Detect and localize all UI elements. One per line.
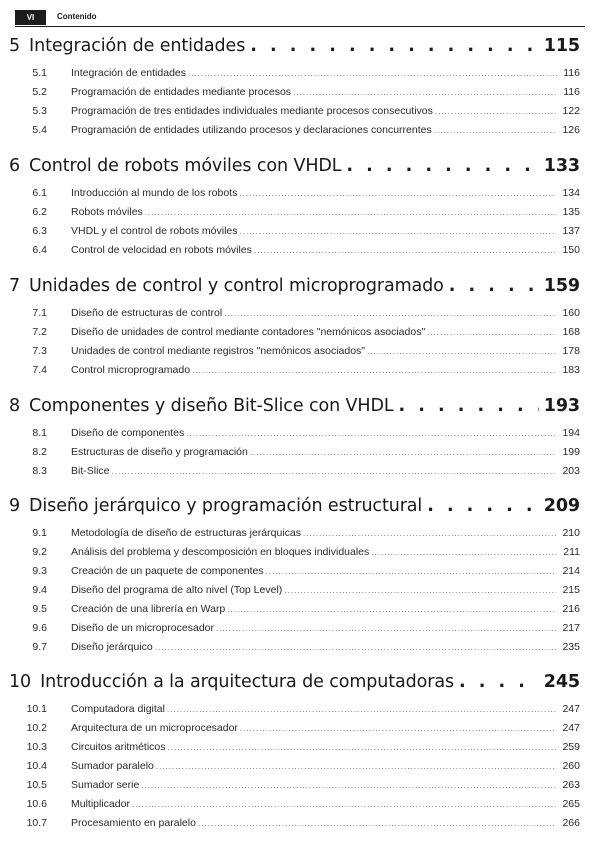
section-title: Unidades de control mediante registros "nemónicos asociados" — [71, 345, 366, 357]
section-number: 6.4 — [32, 244, 47, 256]
dot-leader — [168, 743, 557, 752]
section-page: 134 — [562, 187, 580, 199]
section-row[interactable] — [9, 206, 580, 225]
section-title: Metodología de diseño de estructuras jerárquicas — [71, 527, 301, 539]
section-row[interactable] — [9, 67, 580, 86]
section-title: Creación de una librería en Warp — [71, 603, 226, 615]
section-page: 260 — [562, 760, 580, 772]
section-page: 247 — [562, 703, 580, 715]
chapter-title: Introducción a la arquitectura de computadoras — [40, 672, 455, 692]
dot-leader — [293, 88, 557, 97]
section-title: Circuitos aritméticos — [71, 741, 166, 753]
section-number: 8.3 — [32, 465, 47, 477]
section-page: 265 — [562, 798, 580, 810]
section-number: 10.3 — [26, 741, 47, 753]
section-page: 210 — [562, 527, 580, 539]
section-number: 10.5 — [26, 779, 47, 791]
section-number: 9.4 — [32, 584, 47, 596]
chapter-number: 8 — [9, 396, 21, 416]
section-title: Sumador serie — [71, 779, 140, 791]
section-title: Arquitectura de un microprocesador — [71, 722, 238, 734]
section-list — [9, 187, 580, 263]
section-row[interactable] — [9, 187, 580, 206]
chapter-number: 7 — [9, 276, 21, 296]
dot-leader — [266, 567, 557, 576]
section-row[interactable] — [9, 86, 580, 105]
section-list — [9, 527, 580, 660]
chapter-heading[interactable] — [9, 496, 580, 520]
chapter-heading[interactable] — [9, 672, 580, 696]
dot-leader — [371, 548, 557, 557]
section-number: 10.4 — [26, 760, 47, 772]
dot-leader — [427, 496, 539, 516]
section-title: Diseño de componentes — [71, 427, 185, 439]
section-title: Multiplicador — [71, 798, 130, 810]
section-title: Análisis del problema y descomposición en bloques individuales — [71, 546, 370, 558]
page-header — [15, 10, 585, 28]
dot-leader — [167, 705, 556, 714]
section-row[interactable] — [9, 345, 580, 364]
chapter-6 — [9, 156, 580, 263]
dot-leader — [284, 586, 556, 595]
section-title: Programación de entidades mediante procesos — [71, 86, 292, 98]
chapter-title: Control de robots móviles con VHDL — [29, 156, 342, 176]
section-page: 116 — [563, 86, 580, 98]
dot-leader — [435, 107, 557, 116]
section-number: 9.3 — [32, 565, 47, 577]
section-page: 216 — [562, 603, 580, 615]
chapter-page: 159 — [543, 276, 580, 296]
section-page: 263 — [562, 779, 580, 791]
section-number: 7.3 — [32, 345, 47, 357]
dot-leader — [346, 156, 538, 176]
dot-leader — [132, 800, 557, 809]
section-title: Computadora digital — [71, 703, 165, 715]
section-number: 5.2 — [32, 86, 47, 98]
section-row[interactable] — [9, 364, 580, 383]
section-title: Diseño de un microprocesador — [71, 622, 214, 634]
dot-leader — [367, 347, 556, 356]
chapter-title: Diseño jerárquico y programación estructural — [29, 496, 423, 516]
dot-leader — [250, 448, 557, 457]
dot-leader — [186, 429, 556, 438]
section-row[interactable] — [9, 722, 580, 741]
section-number: 8.2 — [32, 446, 47, 458]
section-number: 7.1 — [32, 307, 47, 319]
dot-leader — [459, 672, 539, 692]
section-page: 247 — [562, 722, 580, 734]
dot-leader — [227, 605, 556, 614]
section-number: 10.6 — [26, 798, 47, 810]
chapter-10 — [9, 672, 580, 836]
dot-leader — [427, 328, 556, 337]
section-page: 150 — [562, 244, 580, 256]
section-row[interactable] — [9, 307, 580, 326]
dot-leader — [224, 309, 556, 318]
dot-leader — [434, 126, 557, 135]
dot-leader — [254, 246, 557, 255]
chapter-heading[interactable] — [9, 276, 580, 300]
section-page: 215 — [562, 584, 580, 596]
chapter-heading[interactable] — [9, 396, 580, 420]
section-row[interactable] — [9, 326, 580, 345]
chapter-8 — [9, 396, 580, 484]
section-row[interactable] — [9, 105, 580, 124]
section-number: 9.1 — [32, 527, 47, 539]
dot-leader — [240, 724, 557, 733]
dot-leader — [240, 227, 557, 236]
chapter-number: 10 — [9, 672, 32, 692]
section-page: 135 — [562, 206, 580, 218]
section-title: Sumador paralelo — [71, 760, 154, 772]
section-number: 6.3 — [32, 225, 47, 237]
section-page: 126 — [562, 124, 580, 136]
section-page: 122 — [562, 105, 580, 117]
chapter-page: 133 — [543, 156, 580, 176]
section-number: 9.5 — [32, 603, 47, 615]
section-row[interactable] — [9, 584, 580, 603]
section-page: 168 — [562, 326, 580, 338]
dot-leader — [250, 36, 539, 56]
section-title: Control de velocidad en robots móviles — [71, 244, 252, 256]
section-row[interactable] — [9, 641, 580, 660]
section-list — [9, 307, 580, 383]
section-row[interactable] — [9, 124, 580, 143]
section-title: VHDL y el control de robots móviles — [71, 225, 238, 237]
section-title: Diseño de unidades de control mediante contadores "nemónicos asociados" — [71, 326, 426, 338]
section-number: 5.4 — [32, 124, 47, 136]
section-row[interactable] — [9, 603, 580, 622]
dot-leader — [141, 781, 556, 790]
dot-leader — [112, 467, 557, 476]
section-row[interactable] — [9, 427, 580, 446]
section-page: 214 — [562, 565, 580, 577]
chapter-title: Componentes y diseño Bit-Slice con VHDL — [29, 396, 394, 416]
chapter-number: 5 — [9, 36, 21, 56]
section-row[interactable] — [9, 527, 580, 546]
section-title: Diseño de estructuras de control — [71, 307, 223, 319]
dot-leader — [239, 189, 556, 198]
chapter-9 — [9, 496, 580, 660]
section-row[interactable] — [9, 741, 580, 760]
section-number: 8.1 — [32, 427, 47, 439]
chapter-7 — [9, 276, 580, 383]
dot-leader — [156, 762, 557, 771]
section-number: 6.2 — [32, 206, 47, 218]
chapter-page: 209 — [543, 496, 580, 516]
section-row[interactable] — [9, 760, 580, 779]
dot-leader — [399, 396, 539, 416]
section-title: Integración de entidades — [71, 67, 187, 79]
section-row[interactable] — [9, 225, 580, 244]
section-title: Bit-Slice — [71, 465, 110, 477]
section-number: 9.6 — [32, 622, 47, 634]
section-page: 137 — [562, 225, 580, 237]
section-number: 7.4 — [32, 364, 47, 376]
section-page: 217 — [562, 622, 580, 634]
dot-leader — [303, 529, 556, 538]
section-title: Creación de un paquete de componentes — [71, 565, 264, 577]
section-row[interactable] — [9, 546, 580, 565]
section-title: Procesamiento en paralelo — [71, 817, 196, 829]
chapter-page: 115 — [543, 36, 580, 56]
section-number: 6.1 — [32, 187, 47, 199]
chapter-page: 193 — [543, 396, 580, 416]
section-row[interactable] — [9, 798, 580, 817]
section-title: Diseño jerárquico — [71, 641, 153, 653]
chapter-heading[interactable] — [9, 36, 580, 60]
section-page: 183 — [562, 364, 580, 376]
section-title: Diseño del programa de alto nivel (Top Level) — [71, 584, 283, 596]
section-page: 194 — [562, 427, 580, 439]
section-number: 9.7 — [32, 641, 47, 653]
section-row[interactable] — [9, 622, 580, 641]
section-title: Robots móviles — [71, 206, 143, 218]
dot-leader — [192, 366, 556, 375]
section-page: 160 — [562, 307, 580, 319]
section-title: Programación de entidades utilizando procesos y declaraciones concurrentes — [71, 124, 432, 136]
section-row[interactable] — [9, 779, 580, 798]
section-number: 5.1 — [32, 67, 47, 79]
section-page: 178 — [562, 345, 580, 357]
section-number: 10.1 — [26, 703, 47, 715]
section-row[interactable] — [9, 446, 580, 465]
dot-leader — [155, 643, 557, 652]
page-number-badge: VI — [15, 10, 46, 25]
section-page: 266 — [562, 817, 580, 829]
section-row[interactable] — [9, 244, 580, 263]
section-number: 10.2 — [26, 722, 47, 734]
section-page: 259 — [562, 741, 580, 753]
chapter-title: Integración de entidades — [29, 36, 246, 56]
dot-leader — [198, 819, 557, 828]
chapter-heading[interactable] — [9, 156, 580, 180]
section-title: Estructuras de diseño y programación — [71, 446, 248, 458]
dot-leader — [188, 69, 557, 78]
section-list — [9, 427, 580, 484]
section-number: 7.2 — [32, 326, 47, 338]
chapter-number: 9 — [9, 496, 21, 516]
section-row[interactable] — [9, 465, 580, 484]
section-row[interactable] — [9, 703, 580, 722]
header-title: Contenido — [57, 12, 97, 21]
section-page: 203 — [562, 465, 580, 477]
dot-leader — [216, 624, 556, 633]
section-title: Introducción al mundo de los robots — [71, 187, 238, 199]
section-page: 235 — [562, 641, 580, 653]
section-number: 5.3 — [32, 105, 47, 117]
dot-leader — [145, 208, 557, 217]
section-row[interactable] — [9, 817, 580, 836]
section-row[interactable] — [9, 565, 580, 584]
section-title: Control microprogramado — [71, 364, 191, 376]
section-number: 10.7 — [26, 817, 47, 829]
section-list — [9, 67, 580, 143]
chapter-page: 245 — [543, 672, 580, 692]
section-page: 199 — [562, 446, 580, 458]
dot-leader — [449, 276, 539, 296]
chapter-5 — [9, 36, 580, 143]
section-page: 116 — [563, 67, 580, 79]
chapter-number: 6 — [9, 156, 21, 176]
header-rule — [15, 26, 585, 27]
section-number: 9.2 — [32, 546, 47, 558]
section-title: Programación de tres entidades individuales mediante procesos consecutivos — [71, 105, 433, 117]
chapter-title: Unidades de control y control microprogramado — [29, 276, 444, 296]
section-page: 211 — [563, 546, 580, 558]
section-list — [9, 703, 580, 836]
